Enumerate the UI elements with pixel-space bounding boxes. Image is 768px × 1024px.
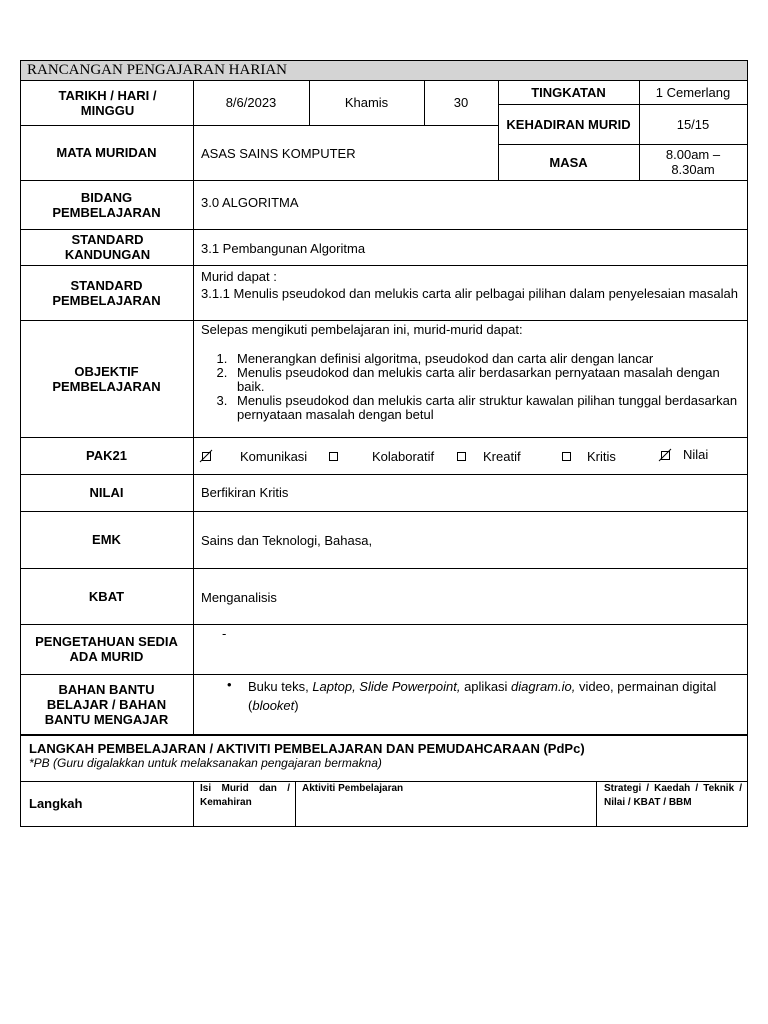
border-line — [193, 80, 194, 734]
emk-label: EMK — [92, 532, 121, 547]
emk-value: Sains dan Teknologi, Bahasa, — [201, 533, 373, 548]
border-line — [20, 826, 748, 827]
standard-pembelajaran-item: 3.1.1 Menulis pseudokod dan melukis carta alir pelbagai pilihan dalam penyelesaian masalah — [201, 286, 738, 301]
pak21-label: PAK21 — [86, 448, 127, 463]
border-line — [193, 781, 194, 826]
tarikh-week: 30 — [453, 95, 469, 110]
objektif-label: OBJEKTIF PEMBELAJARAN — [52, 363, 161, 394]
column-header-isi: Isi Murid dan / Kemahiran — [200, 783, 290, 808]
checkbox-kreatif[interactable] — [457, 452, 466, 461]
bahan-text: ) — [294, 698, 299, 713]
kehadiran-value: 15/15 — [676, 116, 710, 132]
bahan-text-italic: Laptop, Slide Powerpoint, — [312, 679, 461, 694]
tingkatan-label: TINGKATAN — [531, 84, 606, 100]
masa-value: 8.00am – 8.30am — [665, 147, 721, 177]
pak21-option-label: Kolaboratif — [372, 449, 435, 464]
pak21-option-label: Kreatif — [483, 449, 521, 464]
check-icon — [658, 448, 672, 462]
bahan-text: video, permainan digital — [575, 679, 717, 694]
pengetahuan-value: - — [222, 626, 227, 641]
checkbox-kritis[interactable] — [562, 452, 571, 461]
objektif-list — [201, 352, 741, 422]
standard-pembelajaran-intro: Murid dapat : — [201, 269, 277, 284]
kbat-value: Menganalisis — [201, 590, 277, 605]
bidang-label: BIDANG PEMBELAJARAN — [52, 189, 161, 220]
column-header-strategi: Strategi / Kaedah / Teknik / Nilai / KBAT / BBM — [604, 783, 742, 808]
pak21-option-label: Komunikasi — [240, 449, 308, 464]
pak21-option-label: Kritis — [587, 449, 616, 464]
objektif-item: 3. Menulis pseudokod dan melukis carta alir struktur kawalan pilihan tunggal berdasarkan pernyataan masalah dengan betul — [231, 394, 741, 422]
objektif-item: 1. Menerangkan definisi algoritma, pseudokod dan carta alir dengan lancar — [231, 352, 741, 366]
bahan-text: aplikasi — [460, 679, 512, 694]
check-icon — [199, 449, 213, 463]
bidang-value: 3.0 ALGORITMA — [201, 195, 299, 210]
objektif-item: 2. Menulis pseudokod dan melukis carta alir berdasarkan pernyataan masalah dengan baik. — [231, 366, 741, 394]
masa-label: MASA — [549, 154, 588, 170]
border-line — [20, 60, 748, 61]
bahan-text-italic: blooket — [252, 698, 295, 713]
standard-pembelajaran-label: STANDARD PEMBELAJARAN — [52, 277, 161, 308]
tingkatan-value: 1 Cemerlang — [655, 84, 731, 100]
standard-kandungan-value: 3.1 Pembangunan Algoritma — [201, 241, 366, 256]
mata-muridan-label: MATA MURIDAN — [56, 145, 157, 160]
objektif-intro: Selepas mengikuti pembelajaran ini, murid-murid dapat: — [201, 322, 523, 337]
border-line — [747, 60, 748, 735]
bahan-text: ( — [248, 698, 253, 713]
langkah-heading: LANGKAH PEMBELAJARAN / AKTIVITI PEMBELAJARAN DAN PEMUDAHCARAAN (PdPc) — [29, 741, 585, 756]
border-line — [295, 781, 296, 826]
border-line — [596, 781, 597, 826]
bahan-text-italic: diagram.io, — [511, 679, 576, 694]
kehadiran-label: KEHADIRAN MURID — [506, 116, 631, 132]
kbat-label: KBAT — [88, 588, 125, 604]
bahan-label: BAHAN BANTU BELAJAR / BAHAN BANTU MENGAJAR — [44, 681, 169, 727]
pak21-option-label: Nilai — [683, 447, 709, 462]
border-line — [20, 734, 748, 736]
bahan-value — [248, 677, 743, 715]
column-header-aktiviti: Aktiviti Pembelajaran — [302, 783, 404, 794]
standard-kandungan-label: STANDARD KANDUNGAN — [64, 232, 151, 262]
mata-muridan-value: ASAS SAINS KOMPUTER — [201, 146, 356, 161]
document-title: RANCANGAN PENGAJARAN HARIAN — [27, 62, 288, 78]
nilai-value: Berfikiran Kritis — [201, 485, 289, 500]
bahan-text: Buku teks, — [248, 679, 313, 694]
tarikh-day: Khamis — [344, 95, 389, 110]
pengetahuan-label: PENGETAHUAN SEDIA ADA MURID — [35, 634, 178, 664]
tarikh-date: 8/6/2023 — [225, 95, 277, 110]
checkbox-kolaboratif[interactable] — [329, 452, 338, 461]
column-header-langkah: Langkah — [29, 796, 83, 811]
nilai-label: NILAI — [89, 485, 124, 500]
langkah-note: *PB (Guru digalakkan untuk melaksanakan pengajaran bermakna) — [29, 756, 382, 770]
bahan-bullet: • — [227, 677, 232, 692]
tarikh-label: TARIKH / HARI / MINGGU — [58, 87, 157, 118]
